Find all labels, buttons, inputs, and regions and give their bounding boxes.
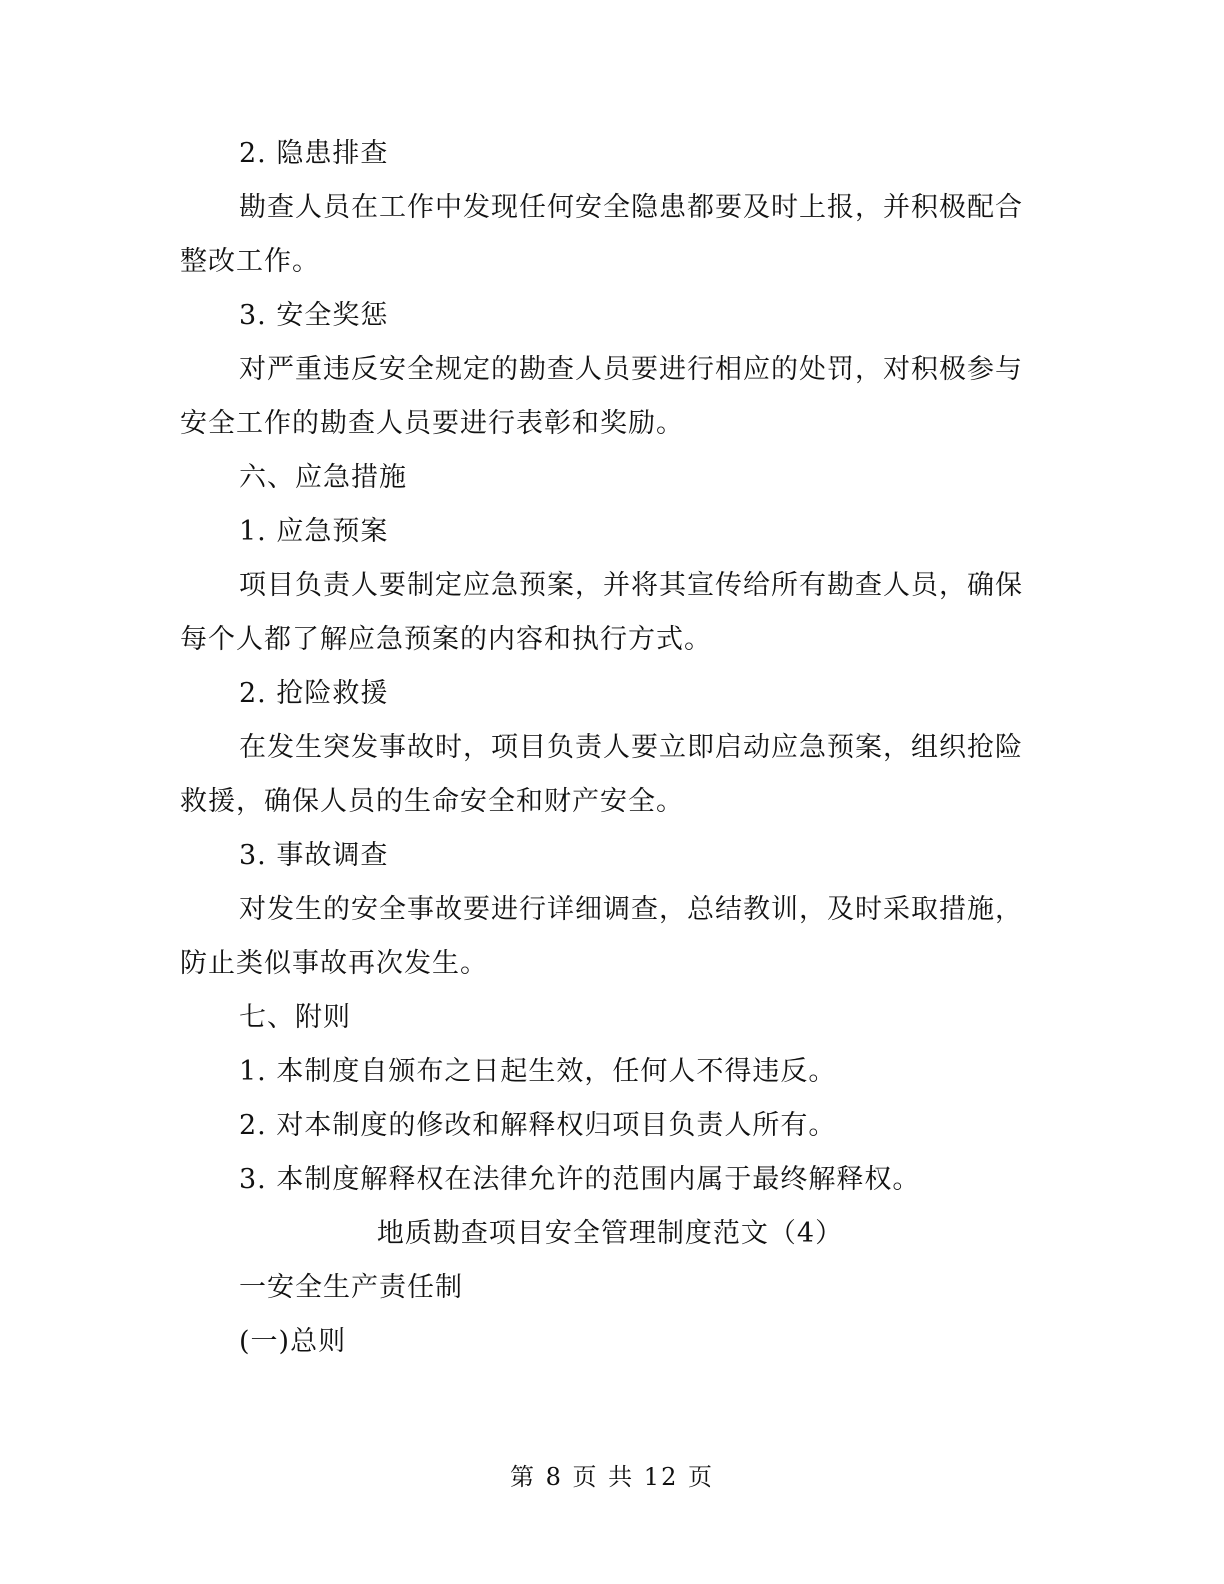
- text-line: 对严重违反安全规定的勘查人员要进行相应的处罚，对积极参与: [239, 354, 1023, 385]
- text-line: 整改工作。: [180, 246, 320, 277]
- text-line: 在发生突发事故时，项目负责人要立即启动应急预案，组织抢险: [239, 732, 1023, 763]
- page-footer: 第 8 页 共 12 页: [510, 1463, 714, 1491]
- text-line: 对发生的安全事故要进行详细调查，总结教训，及时采取措施，: [239, 894, 1023, 925]
- text-line: 2. 隐患排查: [239, 138, 389, 169]
- text-line: 3. 事故调查: [239, 840, 389, 871]
- text-line: 1. 本制度自颁布之日起生效，任何人不得违反。: [239, 1056, 837, 1087]
- text-line: 2. 对本制度的修改和解释权归项目负责人所有。: [239, 1110, 837, 1141]
- text-line: 3. 本制度解释权在法律允许的范围内属于最终解释权。: [239, 1164, 921, 1195]
- document-body: [180, 127, 1040, 1369]
- text-line: 1. 应急预案: [239, 516, 389, 547]
- text-line: 一安全生产责任制: [239, 1272, 463, 1303]
- text-line: 七、附则: [239, 1002, 351, 1033]
- text-line: 安全工作的勘查人员要进行表彰和奖励。: [180, 408, 684, 439]
- section-title: 地质勘查项目安全管理制度范文（4）: [376, 1218, 844, 1249]
- text-line: 2. 抢险救援: [239, 678, 389, 709]
- text-line: 每个人都了解应急预案的内容和执行方式。: [180, 624, 712, 655]
- text-line: 六、应急措施: [239, 462, 407, 493]
- text-line: 3. 安全奖惩: [239, 300, 389, 331]
- text-line: 项目负责人要制定应急预案，并将其宣传给所有勘查人员，确保: [239, 570, 1023, 601]
- text-line: 勘查人员在工作中发现任何安全隐患都要及时上报，并积极配合: [239, 192, 1023, 223]
- text-line: 防止类似事故再次发生。: [180, 948, 488, 979]
- text-line: 救援，确保人员的生命安全和财产安全。: [180, 786, 684, 817]
- text-line: (一)总则: [239, 1326, 347, 1357]
